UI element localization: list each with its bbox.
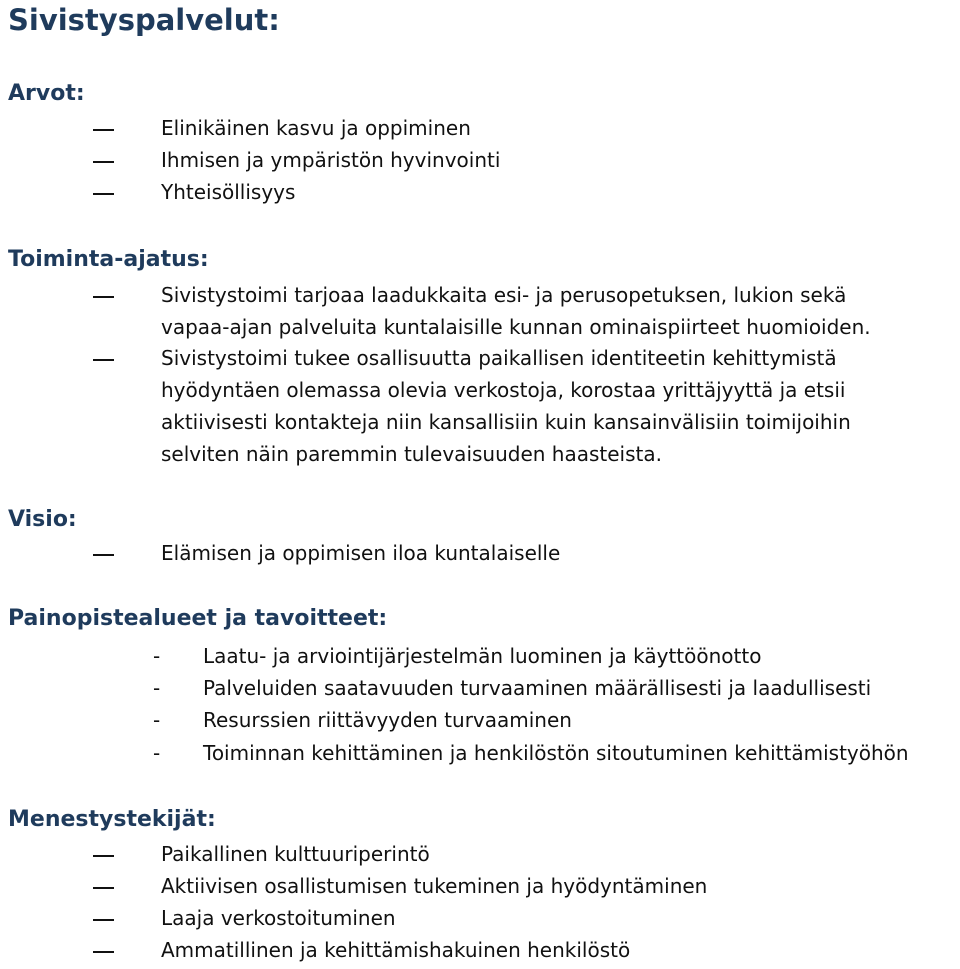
dash-bullet-icon xyxy=(93,296,114,298)
list-item xyxy=(203,704,572,736)
dash-bullet-icon xyxy=(93,951,114,953)
list-item xyxy=(203,672,871,704)
heading-arvot: Arvot: xyxy=(8,81,85,106)
list-item-line: selviten näin paremmin tulevaisuuden haasteista. xyxy=(161,442,662,466)
hyphen-bullet: - xyxy=(153,708,161,732)
list-item xyxy=(161,870,707,902)
dash-bullet-icon xyxy=(93,554,114,556)
list-item xyxy=(161,838,430,870)
list-item-line: vapaa-ajan palveluita kuntalaisille kunnan ominaispiirteet huomioiden. xyxy=(161,315,871,339)
list-item-line: Sivistystoimi tukee osallisuutta paikallisen identiteetin kehittymistä xyxy=(161,346,837,370)
heading-painopistealueet: Painopistealueet ja tavoitteet: xyxy=(8,606,388,631)
list-item-text: Aktiivisen osallistumisen tukeminen ja hyödyntäminen xyxy=(161,874,708,898)
list-item-text: Paikallinen kulttuuriperintö xyxy=(161,842,430,866)
page-title: Sivistyspalvelut: xyxy=(8,3,280,37)
list-item-text: Ammatillinen ja kehittämishakuinen henkilöstö xyxy=(161,938,631,962)
list-item xyxy=(161,342,851,470)
list-item xyxy=(203,737,909,769)
list-item-text: Palveluiden saatavuuden turvaaminen määrällisesti ja laadullisesti xyxy=(203,676,872,700)
list-item-text: Laatu- ja arviointijärjestelmän luominen ja käyttöönotto xyxy=(203,644,762,668)
hyphen-bullet: - xyxy=(153,741,161,765)
hyphen-bullet: - xyxy=(153,644,161,668)
dash-bullet-icon xyxy=(93,359,114,361)
list-item-text: Laaja verkostoituminen xyxy=(161,906,396,930)
hyphen-bullet: - xyxy=(153,676,161,700)
dash-bullet-icon xyxy=(93,129,114,131)
dash-bullet-icon xyxy=(93,919,114,921)
list-item xyxy=(161,176,295,208)
list-item xyxy=(161,279,871,343)
list-item-text: Ihmisen ja ympäristön hyvinvointi xyxy=(161,148,501,172)
heading-visio: Visio: xyxy=(8,507,77,532)
list-item-text: Elämisen ja oppimisen iloa kuntalaiselle xyxy=(161,541,561,565)
dash-bullet-icon xyxy=(93,887,114,889)
list-item xyxy=(161,902,396,934)
list-item-line: Sivistystoimi tarjoaa laadukkaita esi- ja perusopetuksen, lukion sekä xyxy=(161,283,847,307)
dash-bullet-icon xyxy=(93,855,114,857)
list-item-text: Resurssien riittävyyden turvaaminen xyxy=(203,708,572,732)
list-item xyxy=(161,537,560,569)
list-item xyxy=(203,640,761,672)
heading-toiminta-ajatus: Toiminta-ajatus: xyxy=(8,247,209,272)
list-item-text: Yhteisöllisyys xyxy=(161,180,296,204)
dash-bullet-icon xyxy=(93,193,114,195)
dash-bullet-icon xyxy=(93,161,114,163)
heading-menestystekijat: Menestystekijät: xyxy=(8,807,216,832)
list-item-line: hyödyntäen olemassa olevia verkostoja, korostaa yrittäjyyttä ja etsii xyxy=(161,378,846,402)
list-item xyxy=(161,112,471,144)
list-item-text: Toiminnan kehittäminen ja henkilöstön sitoutuminen kehittämistyöhön xyxy=(203,741,909,765)
list-item-text: Elinikäinen kasvu ja oppiminen xyxy=(161,116,471,140)
list-item xyxy=(161,934,630,966)
list-item xyxy=(161,144,500,176)
list-item-line: aktiivisesti kontakteja niin kansallisiin kuin kansainvälisiin toimijoihin xyxy=(161,410,851,434)
